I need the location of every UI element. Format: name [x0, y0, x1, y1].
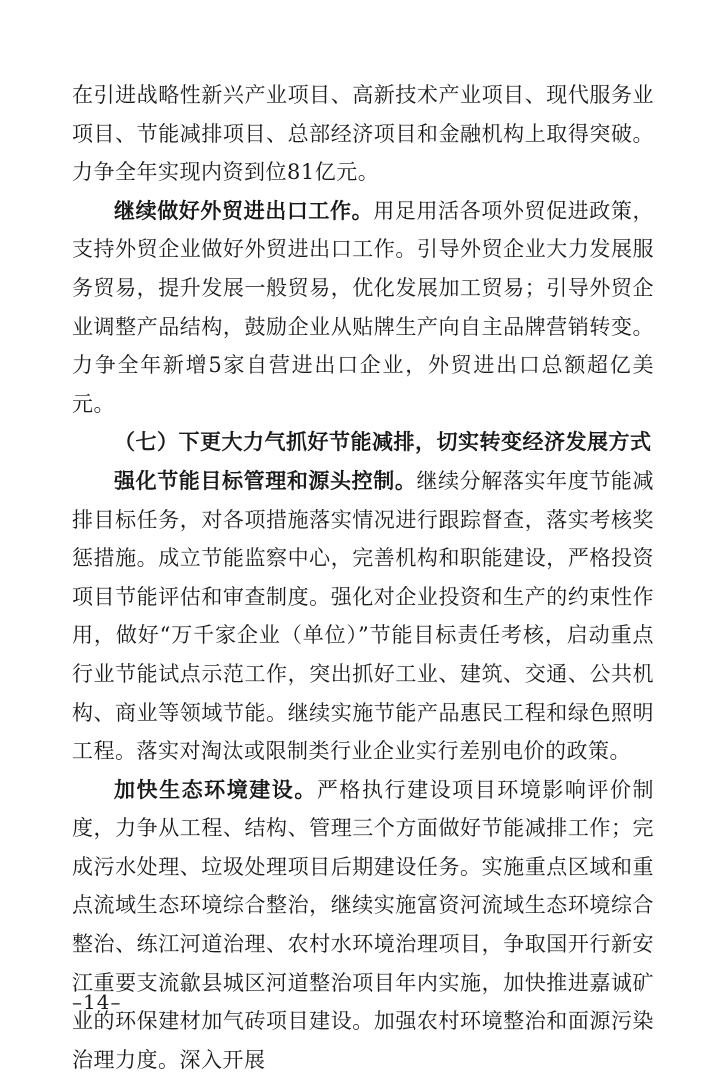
page-number: –14– [72, 990, 122, 1014]
paragraph-body: 继续分解落实年度节能减排目标任务，对各项措施落实情况进行跟踪督查，落实考核奖惩措施。成立节能监察中心，完善机构和职能建设，严格投资项目节能评估和审查制度。强化对企业投资和生产的约束性作用，做好“万千家企业（单位）”节能目标责任考核，启动重点行业节能试点示范工作，突出抓好工业、建筑、交通、公共机构、商业等领域节能。继续实施节能产品惠民工程和绿色照明工程。落实对淘汰或限制类行业企业实行差别电价的政策。 [72, 468, 655, 764]
section-heading [72, 423, 654, 462]
body-text [72, 76, 654, 1079]
paragraph-body: 在引进战略性新兴产业项目、高新技术产业项目、现代服务业项目、节能减排项目、总部经济项目和金融机构上取得突破。力争全年实现内资到位81亿元。 [72, 83, 654, 185]
paragraph-lead: 强化节能目标管理和源头控制。 [114, 467, 417, 493]
paragraph-body: 严格执行建设项目环境影响评价制度，力争从工程、结构、管理三个方面做好节能减排工作；完成污水处理、垃圾处理项目后期建设任务。实施重点区域和重点流域生态环境综合整治，继续实施富资河流域生态环境综合整治、练江河道治理、农村水环境治理项目，争取国开行新安江重要支流歙县城区河道整治项目年内实施，加快推进嘉诚矿业的环保建材加气砖项目建设。加强农村环境整治和面源污染治理力度。深入开展 [72, 777, 654, 1072]
paragraph-ecology [72, 771, 654, 1079]
paragraph-foreign-trade [72, 192, 654, 424]
paragraph-lead: 加快生态环境建设。 [114, 776, 317, 802]
paragraph-body: 用足用活各项外贸促进政策，支持外贸企业做好外贸进出口工作。引导外贸企业大力发展服务贸易，提升发展一般贸易，优化发展加工贸易；引导外贸企业调整产品结构，鼓励企业从贴牌生产向自主品牌营销转变。力争全年新增5家自营进出口企业，外贸进出口总额超亿美元。 [72, 198, 654, 416]
paragraph-continuation [72, 76, 654, 192]
section-heading-text: （七）下更大力气抓好节能减排，切实转变经济发展方式 [114, 429, 652, 455]
paragraph-energy-saving [72, 462, 654, 771]
paragraph-lead: 继续做好外贸进出口工作。 [114, 197, 374, 223]
